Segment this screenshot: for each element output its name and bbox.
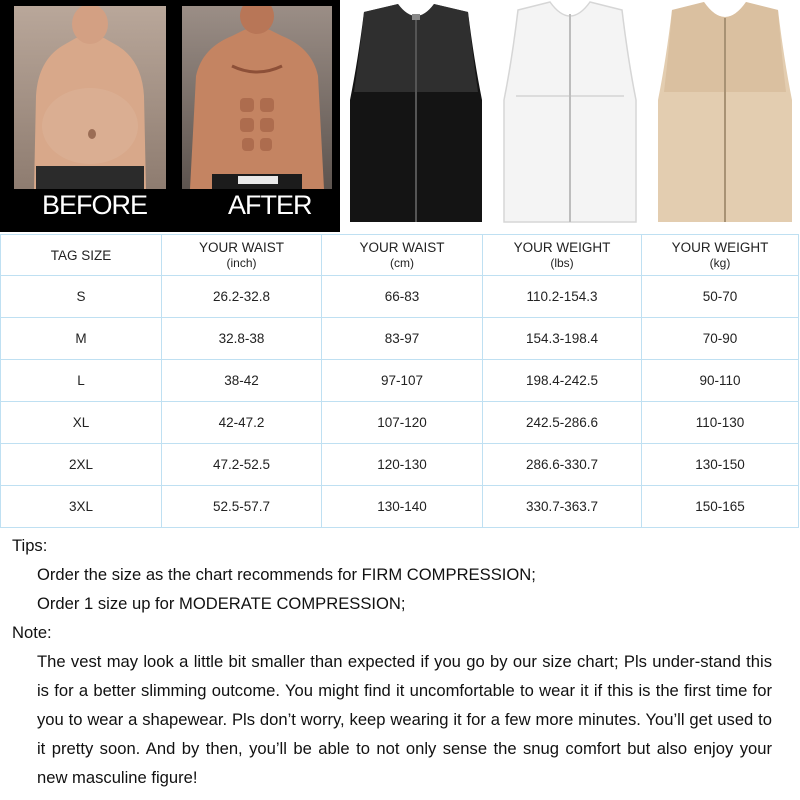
cell-waist-inch: 26.2-32.8 xyxy=(162,276,322,318)
cell-tag-size: L xyxy=(1,360,162,402)
before-label: BEFORE xyxy=(42,190,148,220)
cell-weight-kg: 130-150 xyxy=(642,444,799,486)
cell-weight-lbs: 198.4-242.5 xyxy=(483,360,642,402)
black-vest-image xyxy=(342,0,490,232)
header-weight-kg: YOUR WEIGHT (kg) xyxy=(642,235,799,276)
beige-vest-image xyxy=(650,0,800,232)
note-paragraph: The vest may look a little bit smaller than expected if you go by our size chart; Pls under-stand this is for a better slimming outcome. You might find it uncomfortable to wear it if this is the first time for you to wear a shapewear. Pls don’t worry, keep wearing it for a few more minutes. You’ll get used to it pretty soon. And by then, you’ll be able to not only sense the snug comfort but also enjoy your new masculine figure! xyxy=(37,652,772,787)
cell-weight-kg: 70-90 xyxy=(642,318,799,360)
cell-tag-size: XL xyxy=(1,402,162,444)
tip-line: Order the size as the chart recommends for FIRM COMPRESSION; xyxy=(37,565,536,584)
cell-tag-size: M xyxy=(1,318,162,360)
table-row xyxy=(1,486,799,528)
cell-waist-inch: 52.5-57.7 xyxy=(162,486,322,528)
table-row xyxy=(1,402,799,444)
cell-tag-size: 3XL xyxy=(1,486,162,528)
cell-weight-kg: 150-165 xyxy=(642,486,799,528)
cell-waist-cm: 120-130 xyxy=(322,444,483,486)
note-heading: Note: xyxy=(12,623,52,642)
white-vest-image xyxy=(494,0,646,232)
cell-waist-inch: 47.2-52.5 xyxy=(162,444,322,486)
cell-waist-cm: 66-83 xyxy=(322,276,483,318)
after-photo xyxy=(182,6,332,189)
table-row xyxy=(1,444,799,486)
cell-waist-cm: 97-107 xyxy=(322,360,483,402)
tips-heading: Tips: xyxy=(12,536,48,555)
cell-tag-size: 2XL xyxy=(1,444,162,486)
cell-weight-kg: 110-130 xyxy=(642,402,799,444)
before-after-photo xyxy=(0,0,340,232)
cell-weight-lbs: 242.5-286.6 xyxy=(483,402,642,444)
table-row xyxy=(1,318,799,360)
table-row xyxy=(1,276,799,318)
cell-waist-cm: 130-140 xyxy=(322,486,483,528)
header-waist-cm: YOUR WAIST (cm) xyxy=(322,235,483,276)
cell-weight-lbs: 330.7-363.7 xyxy=(483,486,642,528)
cell-weight-lbs: 154.3-198.4 xyxy=(483,318,642,360)
before-photo xyxy=(14,6,166,189)
cell-weight-lbs: 286.6-330.7 xyxy=(483,444,642,486)
cell-waist-inch: 42-47.2 xyxy=(162,402,322,444)
table-row xyxy=(1,360,799,402)
header-weight-lbs: YOUR WEIGHT (lbs) xyxy=(483,235,642,276)
cell-weight-kg: 50-70 xyxy=(642,276,799,318)
cell-waist-inch: 32.8-38 xyxy=(162,318,322,360)
cell-tag-size: S xyxy=(1,276,162,318)
cell-weight-kg: 90-110 xyxy=(642,360,799,402)
cell-waist-cm: 83-97 xyxy=(322,318,483,360)
header-tag-size: TAG SIZE xyxy=(1,235,162,276)
cell-weight-lbs: 110.2-154.3 xyxy=(483,276,642,318)
header-waist-inch: YOUR WAIST (inch) xyxy=(162,235,322,276)
size-chart-table xyxy=(0,234,799,528)
cell-waist-inch: 38-42 xyxy=(162,360,322,402)
cell-waist-cm: 107-120 xyxy=(322,402,483,444)
after-label: AFTER xyxy=(228,190,312,220)
tips-and-note-section xyxy=(0,531,800,792)
table-header-row xyxy=(1,235,799,276)
tip-line: Order 1 size up for MODERATE COMPRESSION; xyxy=(37,594,406,613)
